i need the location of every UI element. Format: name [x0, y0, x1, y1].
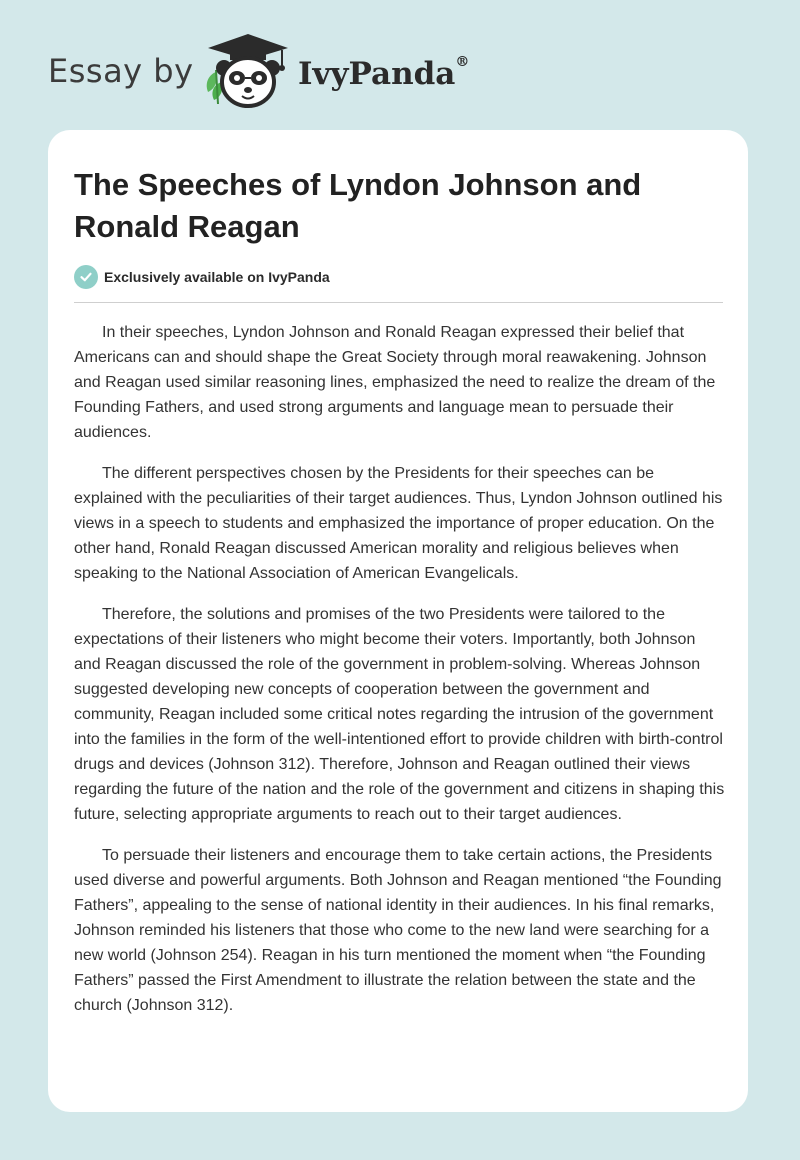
paragraph: To persuade their listeners and encourage them to take certain actions, the Presidents used diverse and powerful arguments. Both Johnson and Reagan mentioned “the Founding Fathers”, appealing to the sense of national identity in their audiences. In his final remarks, Johnson reminded his listeners that those who come to the new land were searching for a new world (Johnson 254). Reagan in his turn mentioned the moment when “the Founding Fathers” passed the First Amendment to illustrate the relation between the state and the church (Johnson 312). — [74, 847, 722, 1014]
essay-card — [48, 130, 748, 1112]
title-divider — [74, 302, 723, 303]
paragraph: Therefore, the solutions and promises of the two Presidents were tailored to the expectations of their listeners who might become their voters. Importantly, both Johnson and Reagan discussed the role of the government in problem-solving. Whereas Johnson suggested developing new concepts of cooperation between the government and community, Reagan included some critical notes regarding the intrusion of the government into the families in the form of the well-intentioned effort to provide children with birth-control drugs and devices (Johnson 312). Therefore, Johnson and Reagan outlined their views regarding the future of the nation and the role of the government and citizens in shaping this future, selecting appropriate arguments to reach out to their target audiences. — [74, 606, 725, 823]
panda-logo-icon[interactable] — [200, 30, 296, 110]
essay-body — [74, 320, 726, 1034]
check-icon — [74, 265, 98, 289]
essay-title: The Speeches of Lyndon Johnson and Ronald Reagan — [74, 167, 642, 244]
brand-name[interactable] — [298, 56, 469, 92]
exclusive-badge-label: Exclusively available on IvyPanda — [104, 269, 330, 285]
paragraph: In their speeches, Lyndon Johnson and Ronald Reagan expressed their belief that Americans can and should shape the Great Society through moral reawakening. Johnson and Reagan used similar reasoning lines, emphasized the need to realize the dream of the Founding Fathers, and used strong arguments and language mean to persuade their audiences. — [74, 324, 716, 441]
paragraph: The different perspectives chosen by the Presidents for their speeches can be explained with the peculiarities of their target audiences. Thus, Lyndon Johnson outlined his views in a speech to students and emphasized the importance of proper education. On the other hand, Ronald Reagan discussed American morality and religious believes when speaking to the National Association of American Evangelicals. — [74, 465, 723, 582]
essay-by-label: Essay by — [48, 52, 194, 90]
registered-mark: ® — [455, 54, 470, 70]
exclusive-badge — [74, 264, 330, 290]
brand-name-text: IvyPanda — [298, 56, 456, 92]
ivy-leaf-icon — [207, 70, 223, 104]
site-header — [0, 0, 800, 130]
